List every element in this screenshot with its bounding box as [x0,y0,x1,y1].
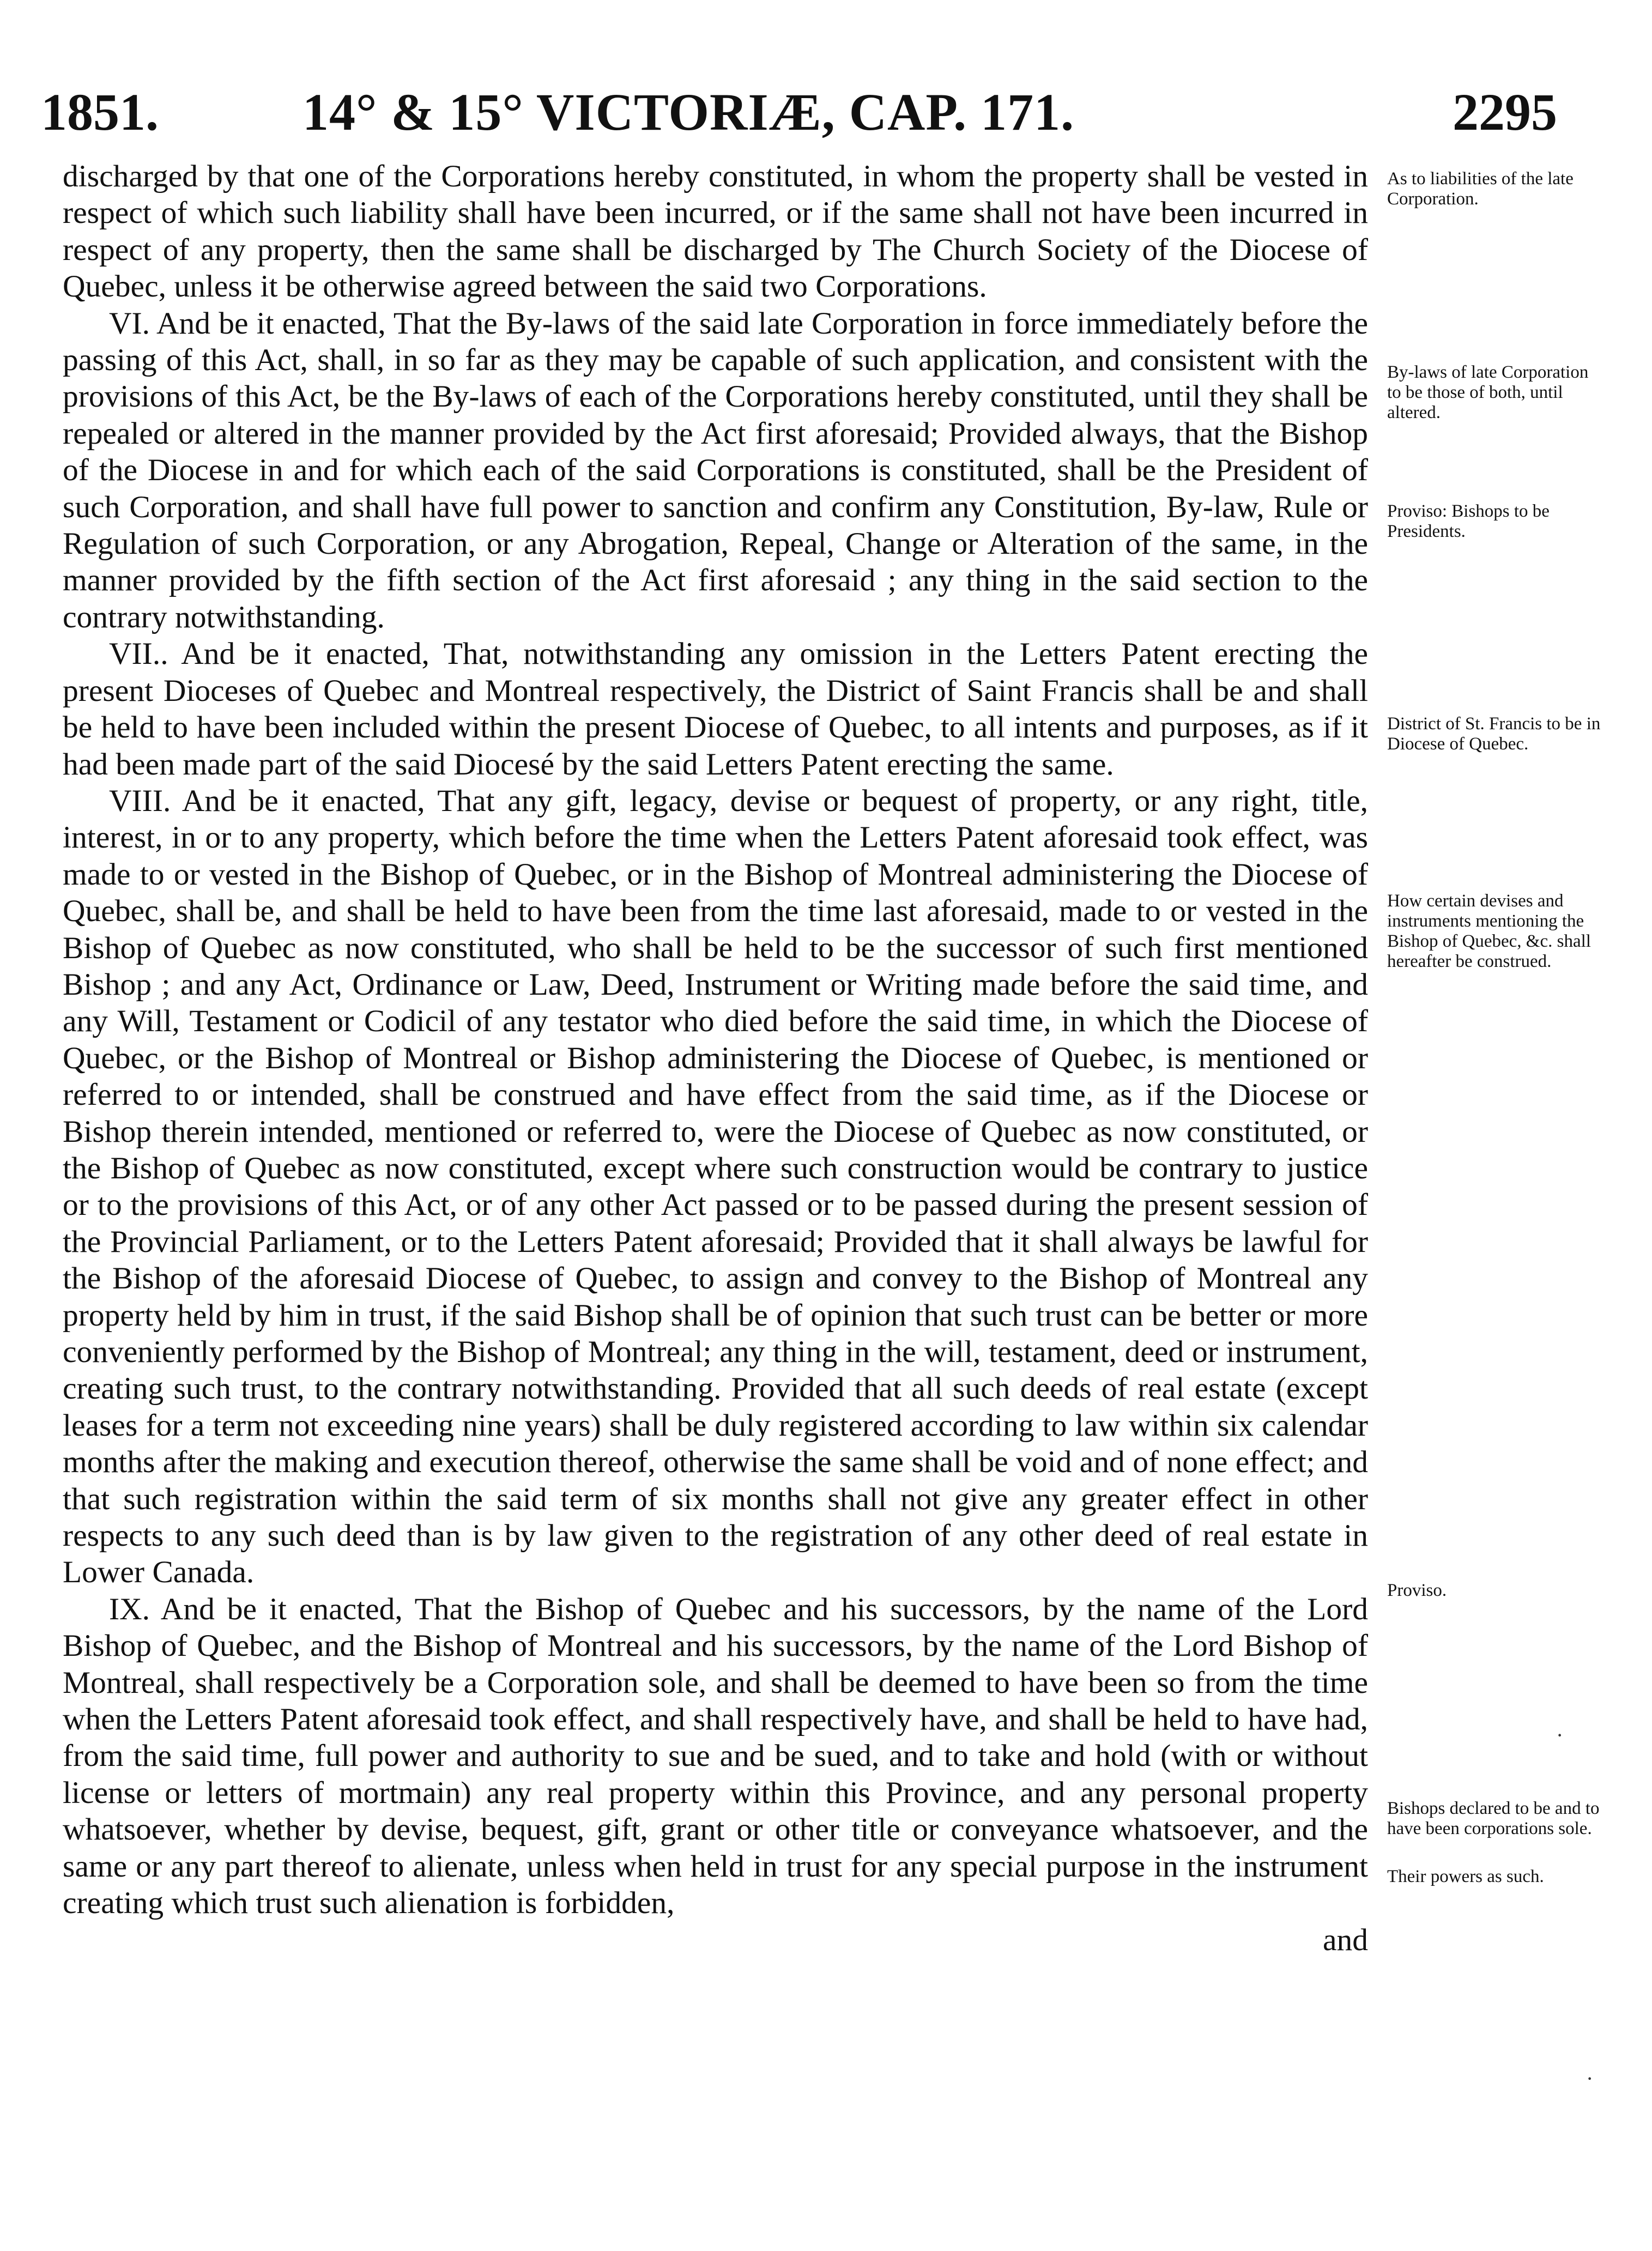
ink-speck: · [1586,2066,1594,2091]
margin-note-corporations-sole: Bishops declared to be and to have been corporations sole. [1387,1799,1600,1838]
page-number: 2295 [1453,83,1557,141]
header-year: 1851. [41,83,159,141]
margin-note-proviso: Proviso. [1387,1581,1447,1600]
margin-note-st-francis: District of St. Francis to be in Diocese of Quebec. [1387,714,1601,754]
margin-note-bylaws: By-laws of late Corporation to be those of both, until altered. [1387,362,1589,422]
header-title: 14° & 15° VICTORIÆ, CAP. 171. [302,83,1075,141]
margin-note-powers: Their powers as such. [1387,1867,1544,1886]
margin-note-devises: How certain devises and instruments mentioning the Bishop of Quebec, &c. shall hereafter be construed. [1387,891,1591,971]
margin-note-liabilities: As to liabilities of the late Corporation. [1387,169,1574,209]
section-ix: IX. And be it enacted, That the Bishop of Quebec and his successors, by the name of the Lord Bishop of Quebec, and the Bishop of Montreal and his successors, by the name of the Lord Bishop of Montreal, shall respectively be a Corporation sole, and shall be deemed to have been so from the time when the Letters Patent aforesaid took effect, and shall respectively have, and shall be held to have had, from the said time, full power and authority to sue and be sued, and to take and hold (with or without license or letters of mortmain) any real property within this Province, and any personal property whatsoever, whether by devise, bequest, gift, grant or other title or conveyance whatsoever, and the same or any part thereof to alienate, unless when held in trust for any special purpose in the instrument creating which trust such alienation is forbidden, [63,1592,1368,1921]
catchword: and [1322,1922,1368,1957]
main-text [63,158,1368,1958]
section-vi: VI. And be it enacted, That the By-laws of the said late Corporation in force immediately before the passing of this Act, shall, in so far as they may be capable of such application, and consistent with the provisions of this Act, be the By-laws of each of the Corporations hereby constituted, until they shall be repealed or altered in the manner provided by the Act first aforesaid; Provided always, that the Bishop of the Diocese in and for which each of the said Corporations is constituted, shall be the President of such Corporation, and shall have full power to sanction and confirm any Constitution, By-law, Rule or Regulation of such Corporation, or any Abrogation, Repeal, Change or Alteration of the same, in the manner provided by the fifth section of the Act first aforesaid ; any thing in the said section to the contrary notwithstanding. [63,306,1368,634]
section-viii: VIII. And be it enacted, That any gift, legacy, devise or bequest of property, or any right, title, interest, in or to any property, which before the time when the Letters Patent aforesaid took effect, was made to or vested in the Bishop of Quebec, or in the Bishop of Montreal administering the Diocese of Quebec, shall be, and shall be held to have been from the time last aforesaid, made to or vested in the Bishop of Quebec as now constituted, who shall be held to be the successor of such first mentioned Bishop ; and any Act, Ordinance or Law, Deed, Instrument or Writing made before the said time, and any Will, Testament or Codicil of any testator who died before the said time, in which the Diocese of Quebec, or the Bishop of Montreal or Bishop administering the Diocese of Quebec, is mentioned or referred to or intended, shall be construed and have effect from the said time, as if the Diocese or Bishop therein intended, mentioned or referred to, were the Diocese of Quebec as now constituted, or the Bishop of Quebec as now constituted, except where such construction would be contrary to justice or to the provisions of this Act, or of any other Act passed or to be passed during the present session of the Provincial Parliament, or to the Letters Patent aforesaid; Provided that it shall always be lawful for the Bishop of the aforesaid Diocese of Quebec, to assign and convey to the Bishop of Montreal any property held by him in trust, if the said Bishop shall be of opinion that such trust can be better or more conveniently performed by the Bishop of Montreal; any thing in the will, testament, deed or instrument, creating such trust, to the contrary notwithstanding. Provided that all such deeds of real estate (except leases for a term not exceeding nine years) shall be duly registered according to law within six calendar months after the making and execution thereof, otherwise the same shall be void and of none effect; and that such registration within the said term of six months shall not give any greater effect in other respects to any such deed than is by law given to the registration of any other deed of real estate in Lower Canada. [63,783,1368,1590]
ink-speck: · [1556,1723,1564,1747]
paragraph-continuation: discharged by that one of the Corporations hereby constituted, in whom the property shall be vested in respect of which such liability shall have been incurred, or if the same shall not have been incurred in respect of any property, then the same shall be discharged by The Church Society of the Diocese of Quebec, unless it be otherwise agreed between the said two Corporations. [63,159,1368,304]
margin-note-bishops-presidents: Proviso: Bishops to be Presidents. [1387,501,1550,541]
section-vii: VII.. And be it enacted, That, notwithstanding any omission in the Letters Patent erecting the present Dioceses of Quebec and Montreal respectively, the District of Saint Francis shall be and shall be held to have been included within the present Diocese of Quebec, to all intents and purposes, as if it had been made part of the said Diocesé by the said Letters Patent erecting the same. [63,637,1368,782]
running-header [0,82,1652,147]
